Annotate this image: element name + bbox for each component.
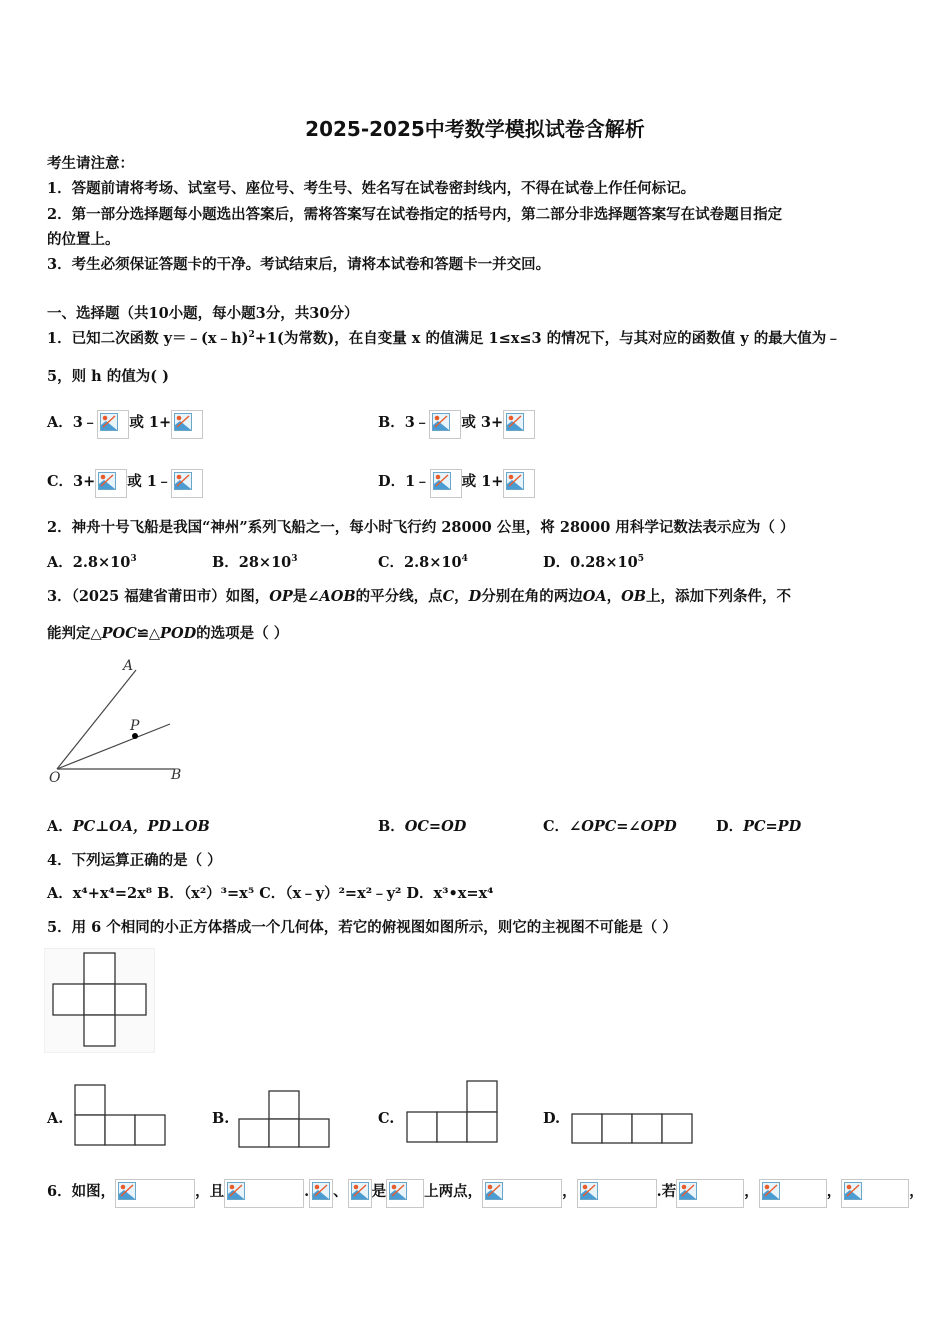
q2-option-a[interactable] (47, 551, 137, 572)
q1-option-a[interactable] (47, 410, 203, 439)
front-view-cell (602, 1114, 632, 1143)
ray-oa (57, 670, 136, 769)
q6-stem (47, 1179, 924, 1208)
q5-option-d-figure[interactable] (569, 1111, 695, 1146)
q6-text-h: .若 (656, 1183, 677, 1200)
q3-stem (47, 585, 791, 606)
notice-item-1: 1．答题前请将考场、试室号、座位号、考生号、姓名写在试卷密封线内，不得在试卷上作任何标记。 (47, 180, 696, 197)
q5-option-b-figure[interactable] (236, 1088, 332, 1150)
formula-image-icon (577, 1179, 657, 1208)
q6-text-e: 是 (371, 1183, 387, 1200)
front-view-cell (269, 1091, 299, 1119)
formula-image-icon (171, 410, 203, 439)
q6-text-b: ，且 (195, 1183, 225, 1200)
q4-stem: 4．下列运算正确的是（ ） (47, 852, 222, 869)
q6-text-j: ， (826, 1183, 842, 1200)
formula-image-icon (171, 469, 203, 498)
front-view-cell (75, 1115, 105, 1145)
q5-option-d-label[interactable]: D. (543, 1110, 561, 1127)
q3-option-a-label: A． (47, 818, 73, 835)
top-view-cell (53, 984, 84, 1015)
formula-image-icon (348, 1179, 372, 1208)
q6-text-g: ， (562, 1183, 577, 1200)
q1-option-d[interactable] (378, 469, 535, 498)
q3-stem-line2-a: 能判定△ (47, 625, 102, 642)
formula-image-icon (386, 1179, 424, 1208)
q3-stem-b: 是∠ (292, 588, 320, 605)
q3-option-d[interactable] (716, 815, 801, 836)
front-view-cell (407, 1112, 437, 1142)
q5-option-b-label[interactable]: B. (212, 1110, 230, 1127)
formula-image-icon (482, 1179, 562, 1208)
formula-image-icon (430, 469, 462, 498)
q3-poc: POC (101, 625, 137, 642)
label-o: O (49, 770, 61, 786)
formula-image-icon (841, 1179, 909, 1208)
q3-pod: POD (160, 625, 197, 642)
front-view-cell (662, 1114, 692, 1143)
q6-text-c: . (304, 1183, 310, 1200)
q1-option-c-label: C．3+ (47, 473, 96, 490)
notice-item-3: 3．考生必须保证答题卡的干净。考试结束后，请将本试卷和答题卡一并交回。 (47, 256, 551, 273)
label-b: B (171, 767, 182, 783)
q4-options[interactable]: A．x⁴+x⁴=2x⁸ B．（x²）³=x⁵ C．（x﹣y）²=x²﹣y² D．x³•x=x⁴ (47, 885, 494, 902)
q6-text-k: ， (909, 1183, 924, 1200)
front-view-cell (239, 1119, 269, 1147)
formula-image-icon (115, 1179, 195, 1208)
front-view-cell (572, 1114, 602, 1143)
q3-c: C (442, 588, 455, 605)
q6-text-f: 上两点， (424, 1183, 483, 1200)
section-heading: 一、选择题（共10小题，每小题3分，共30分） (47, 305, 359, 322)
q1-option-b-mid: 或 3+ (461, 414, 504, 431)
q2-option-a-base: A．2.8×10 (47, 554, 131, 571)
notice-item-2-cont: 的位置上。 (47, 231, 120, 248)
q3-d: D (468, 588, 482, 605)
q3-stem-c: 的平分线，点 (355, 588, 443, 605)
q2-option-b[interactable] (212, 551, 298, 572)
notice-heading: 考生请注意： (47, 155, 134, 172)
q3-option-b-text: OC=OD (404, 818, 467, 835)
q1-option-b[interactable] (378, 410, 535, 439)
q3-stem-line2 (47, 622, 288, 643)
formula-image-icon (97, 410, 129, 439)
front-view-cell (467, 1081, 497, 1112)
notice-item-2: 2．第一部分选择题每小题选出答案后，需将答案写在试卷指定的括号内，第二部分非选择题答案写在试卷题目指定 (47, 206, 783, 223)
formula-image-icon (503, 469, 535, 498)
q3-option-a-text: PC⊥OA，PD⊥OB (72, 818, 210, 835)
front-view-cell (632, 1114, 662, 1143)
q3-oa: OA (582, 588, 607, 605)
label-p: P (130, 718, 140, 734)
q6-text-i: ， (744, 1183, 759, 1200)
q5-option-c-figure[interactable] (404, 1078, 502, 1146)
q2-option-b-base: B．28×10 (212, 554, 292, 571)
q1-stem-b: +1(为常数)，在自变量 x 的值满足 1≤x≤3 的情况下，与其对应的函数值 y 的最大值为﹣ (254, 330, 841, 347)
q1-option-d-label: D．1﹣ (378, 473, 430, 490)
q1-option-c-mid: 或 1﹣ (127, 473, 172, 490)
page-title: 2025-2025中考数学模拟试卷含解析 (305, 117, 645, 141)
formula-image-icon (676, 1179, 744, 1208)
q3-option-c-text: ∠OPC=∠OPD (569, 818, 677, 835)
q3-option-b-label: B． (378, 818, 405, 835)
q3-stem-e: 上，添加下列条件，不 (646, 588, 791, 605)
q5-option-c-label[interactable]: C. (378, 1110, 395, 1127)
q1-option-b-label: B．3﹣ (378, 414, 430, 431)
q3-stem-a: 3．（2025 福建省莆田市）如图， (47, 588, 270, 605)
front-view-cell (437, 1112, 467, 1142)
front-view-cell (75, 1085, 105, 1115)
q3-option-c-label: C． (543, 818, 570, 835)
q3-option-b[interactable] (378, 815, 466, 836)
formula-image-icon (224, 1179, 304, 1208)
q3-option-d-label: D． (716, 818, 744, 835)
q3-op: OP (269, 588, 293, 605)
q2-option-c-exp: 4 (461, 554, 468, 565)
q6-text-a: 6．如图， (47, 1183, 116, 1200)
q3-option-d-text: PC=PD (743, 818, 802, 835)
q1-option-a-mid: 或 1+ (129, 414, 172, 431)
q2-option-d[interactable] (543, 551, 644, 572)
formula-image-icon (503, 410, 535, 439)
q3-option-a[interactable] (47, 815, 210, 836)
front-view-cell (467, 1112, 497, 1142)
q2-option-a-exp: 3 (130, 554, 137, 565)
front-view-cell (299, 1119, 329, 1147)
q1-stem-a: 1．已知二次函数 y＝﹣(x﹣h) (47, 330, 249, 347)
front-view-cell (105, 1115, 135, 1145)
label-a: A (123, 658, 134, 674)
q5-option-a-figure[interactable] (72, 1082, 168, 1148)
top-view-cell (115, 984, 146, 1015)
top-view-figure (44, 948, 156, 1054)
q3-aob: AOB (319, 588, 356, 605)
top-view-cell (84, 953, 115, 984)
q3-option-c[interactable] (543, 815, 677, 836)
top-view-cell (84, 1015, 115, 1046)
q1-stem-line2: 5，则 h 的值为( ) (47, 368, 169, 385)
front-view-cell (269, 1119, 299, 1147)
front-view-cell (135, 1115, 165, 1145)
q2-option-c[interactable] (378, 551, 468, 572)
q5-stem: 5．用 6 个相同的小正方体搭成一个几何体，若它的俯视图如图所示，则它的主视图不可能是（ ） (47, 919, 677, 936)
q3-cong: ≌△ (136, 625, 161, 642)
q3-ob: OB (621, 588, 646, 605)
q1-stem (47, 327, 841, 348)
top-view-cell (84, 984, 115, 1015)
ray-op (57, 724, 170, 769)
q1-option-a-label: A．3﹣ (47, 414, 98, 431)
formula-image-icon (759, 1179, 827, 1208)
q2-stem: 2．神舟十号飞船是我国“神州”系列飞船之一，每小时飞行约 28000 公里，将 28000 用科学记数法表示应为（ ） (47, 519, 795, 536)
formula-image-icon (309, 1179, 333, 1208)
q1-option-c[interactable] (47, 469, 203, 498)
q2-option-d-base: D．0.28×10 (543, 554, 638, 571)
q2-option-b-exp: 3 (291, 554, 298, 565)
q3-comma-2: ， (606, 588, 622, 605)
q5-option-a-label[interactable]: A. (47, 1110, 64, 1127)
q3-stem-line2-b: 的选项是（ ） (196, 625, 289, 642)
q3-stem-d: 分别在角的两边 (481, 588, 583, 605)
q1-option-d-mid: 或 1+ (461, 473, 504, 490)
q2-option-c-base: C．2.8×10 (378, 554, 462, 571)
formula-image-icon (95, 469, 127, 498)
q3-comma: ， (454, 588, 469, 605)
angle-figure (44, 652, 194, 787)
q2-option-d-exp: 5 (637, 554, 644, 565)
q6-text-d: 、 (333, 1183, 348, 1200)
formula-image-icon (429, 410, 461, 439)
q1-stem-sup: 2 (248, 330, 255, 341)
